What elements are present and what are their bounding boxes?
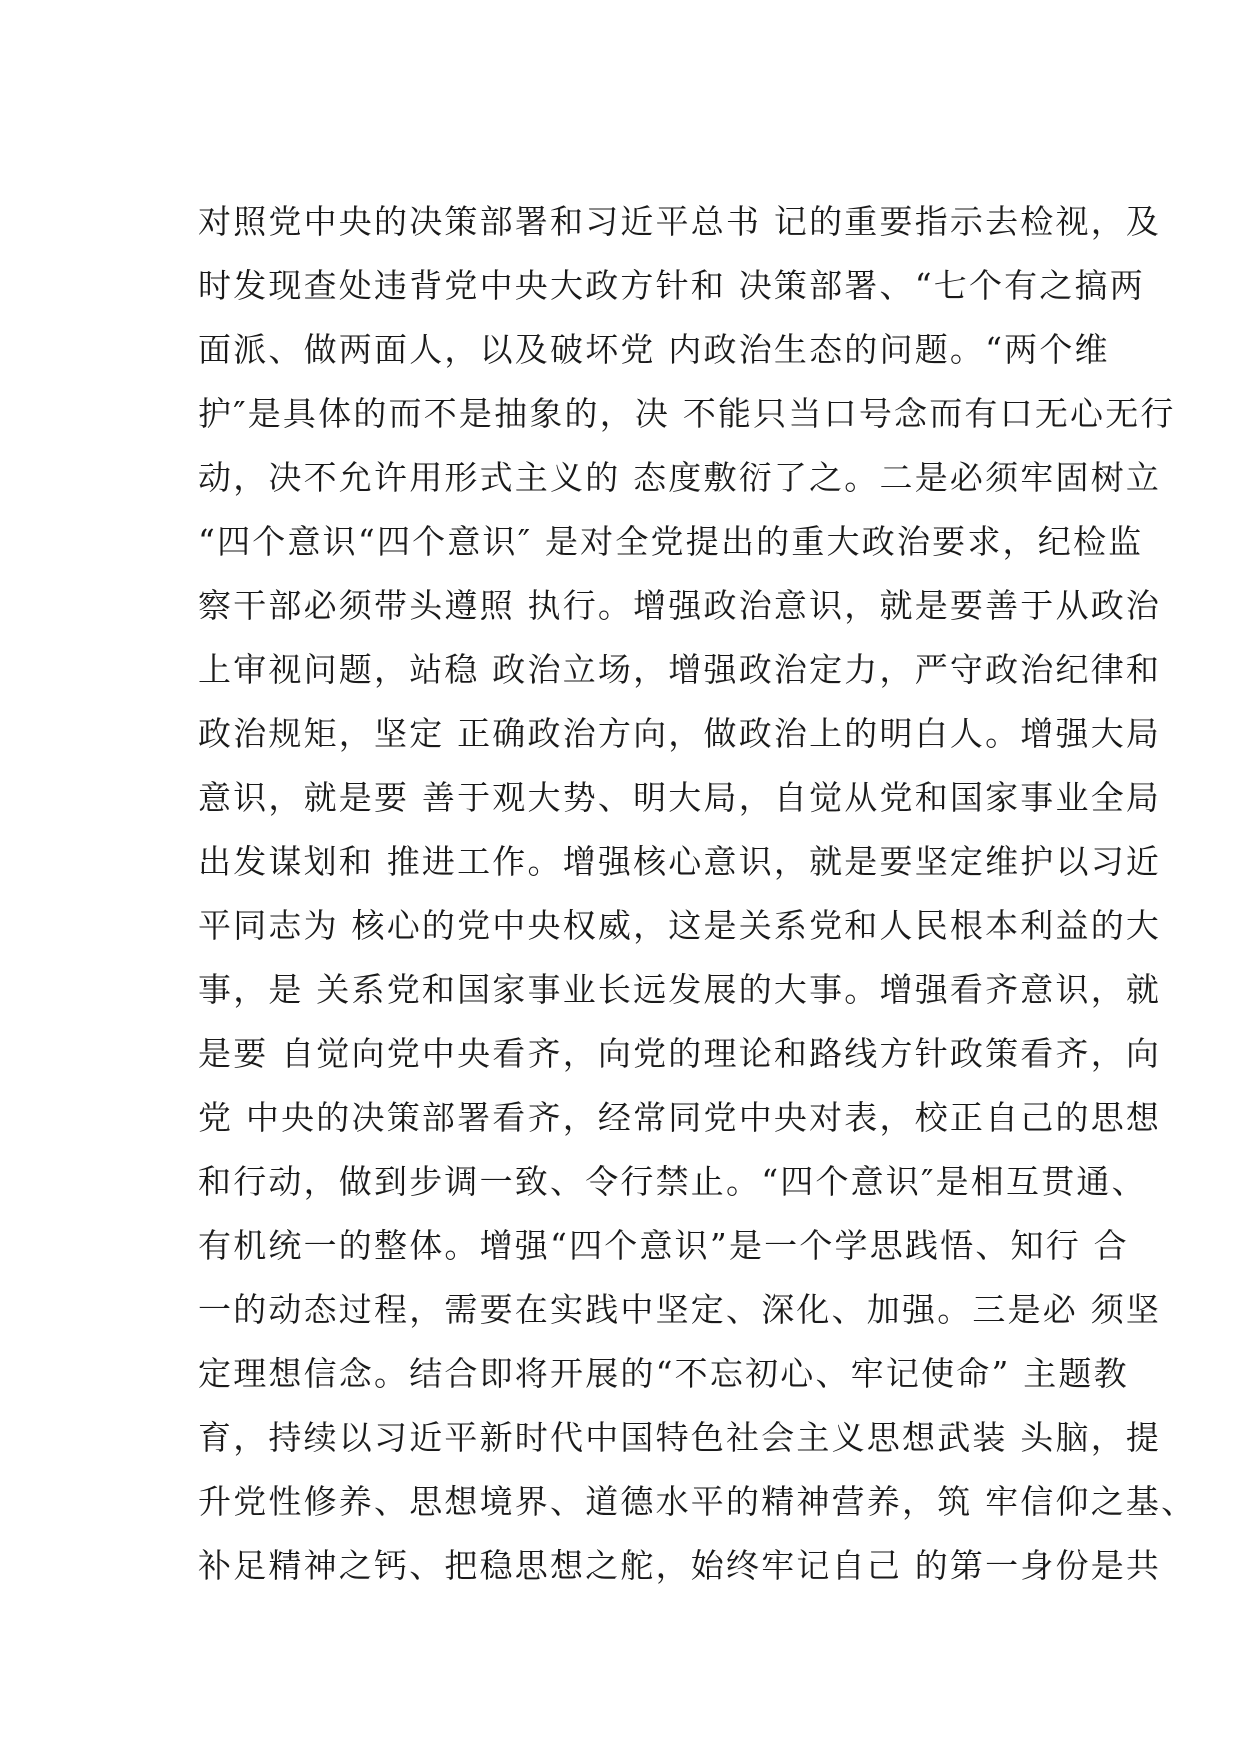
text-line: 政治规矩，坚定 正确政治方向，做政治上的明白人。增强大局	[198, 714, 1162, 753]
text-line: 补足精神之钙、把稳思想之舵，始终牢记自己 的第一身份是共	[198, 1546, 1162, 1585]
text-line: 动，决不允许用形式主义的 态度敷衍了之。二是必须牢固树立	[198, 458, 1162, 497]
text-line: 意识，就是要 善于观大势、明大局，自觉从党和国家事业全局	[198, 778, 1162, 817]
text-line: 对照党中央的决策部署和习近平总书 记的重要指示去检视，及	[198, 202, 1162, 241]
text-line: 党 中央的决策部署看齐，经常同党中央对表，校正自己的思想	[198, 1098, 1162, 1137]
text-line: 事，是 关系党和国家事业长远发展的大事。增强看齐意识，就	[198, 970, 1162, 1009]
text-line: 出发谋划和 推进工作。增强核心意识，就是要坚定维护以习近	[198, 842, 1162, 881]
text-line: 一的动态过程，需要在实践中坚定、深化、加强。三是必 须坚	[198, 1290, 1162, 1329]
text-line: 察干部必须带头遵照 执行。增强政治意识，就是要善于从政治	[198, 586, 1162, 625]
text-line: 时发现查处违背党中央大政方针和 决策部署、“七个有之搞两	[198, 266, 1145, 305]
text-line: 和行动，做到步调一致、令行禁止。“四个意识″是相互贯通、	[198, 1162, 1147, 1201]
text-line: 定理想信念。结合即将开展的“不忘初心、牢记使命” 主题教	[198, 1354, 1129, 1393]
text-line: “四个意识“四个意识″ 是对全党提出的重大政治要求，纪检监	[198, 522, 1144, 561]
text-line: 平同志为 核心的党中央权威，这是关系党和人民根本利益的大	[198, 906, 1162, 945]
text-line: 育，持续以习近平新时代中国特色社会主义思想武装 头脑，提	[198, 1418, 1162, 1457]
text-line: 升党性修养、思想境界、道德水平的精神营养，筑 牢信仰之基、	[198, 1482, 1197, 1521]
text-line: 上审视问题，站稳 政治立场，增强政治定力，严守政治纪律和	[198, 650, 1162, 689]
text-line: 护″是具体的而不是抽象的，决 不能只当口号念而有口无心无行	[198, 394, 1176, 433]
text-line: 是要 自觉向党中央看齐，向党的理论和路线方针政策看齐，向	[198, 1034, 1162, 1073]
text-line: 面派、做两面人，以及破坏党 内政治生态的问题。“两个维	[198, 330, 1110, 369]
body-paragraph	[198, 190, 1198, 1598]
text-line: 有机统一的整体。增强“四个意识”是一个学思践悟、知行 合	[198, 1226, 1129, 1265]
